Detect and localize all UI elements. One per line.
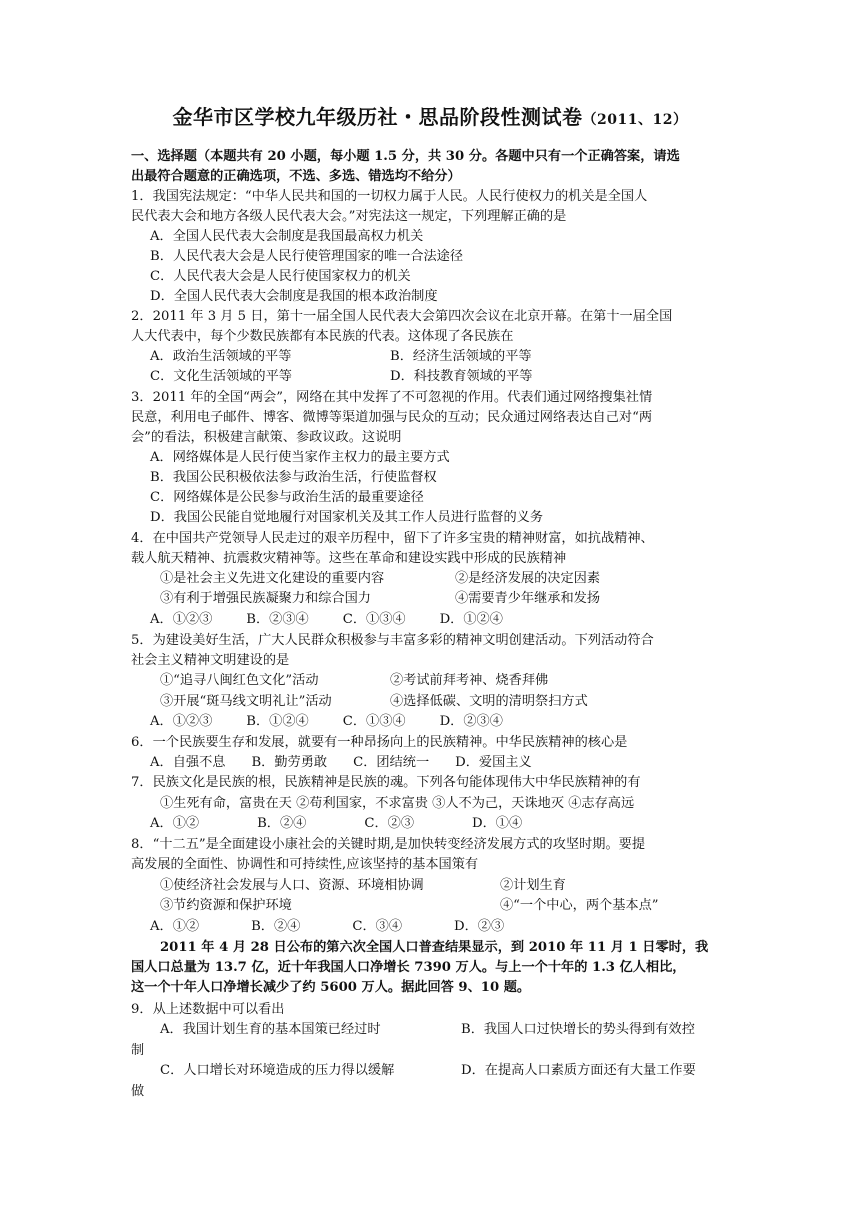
q6-stem: 6．一个民族要生存和发展，就要有一种昂扬向上的民族精神。中华民族精神的核心是 [131,735,628,750]
q4-option-c: C．①③④ [342,612,406,627]
material-line3: 这一个十年人口净增长减少了约 5600 万人。据此回答 9、10 题。 [131,980,531,995]
q4-option-a: A．①②③ [150,612,213,627]
q4-stem-line2: 载人航天精神、抗震救灾精神等。这些在革命和建设实践中形成的民族精神 [131,551,567,566]
page-title [0,101,860,130]
q4-options [150,610,537,630]
q7-option-d: D．①④ [472,816,523,831]
q8-option-d: D．②③ [454,919,505,934]
material-line1: 2011 年 4 月 28 日公布的第六次全国人口普查结果显示，到 2010 年 11 月 1 日零时，我 [160,940,709,955]
q5-option-c: C．①③④ [342,714,406,729]
q6-option-d: D．爱国主义 [455,755,532,770]
q8-option-b: B．②④ [251,919,301,934]
q2-option-b: B．经济生活领域的平等 [390,349,532,364]
q6-options [150,753,566,773]
q5-statement-4: ④选择低碳、文明的清明祭扫方式 [390,694,588,709]
q7-statements: ①生死有命，富贵在天 ②苟利国家，不求富贵 ③人不为己，天诛地灭 ④志存高远 [160,796,635,811]
q2-option-d: D．科技教育领域的平等 [390,369,533,384]
q2-stem-line2: 人大代表中，每个少数民族都有本民族的代表。这体现了各民族在 [131,329,514,344]
q8-stem-line1: 8．“十二五”是全面建设小康社会的关键时期,是加快转变经济发展方式的攻坚时期。要提 [131,837,645,852]
material-line2: 国人口总量为 13.7 亿，近十年我国人口净增长 7390 万人。与上一个十年的 1.3 亿人相比， [131,960,686,975]
q4-option-d: D．①②④ [439,612,503,627]
q7-options [150,814,556,834]
q5-stem-line1: 5．为建设美好生活，广大人民群众积极参与丰富多彩的精神文明创建活动。下列活动符合 [131,633,654,648]
q1-option-a: A．全国人民代表大会制度是我国最高权力机关 [150,229,424,244]
q1-option-b: B．人民代表大会是人民行使管理国家的唯一合法途径 [150,249,464,264]
q1-stem-line2: 民代表大会和地方各级人民代表大会。”对宪法这一规定，下列理解正确的是 [131,209,567,224]
q1-option-d: D．全国人民代表大会制度是我国的根本政治制度 [150,289,438,304]
q5-statement-2: ②考试前拜考神、烧香拜佛 [390,673,549,688]
q9-option-d: D．在提高人口素质方面还有大量工作要 [461,1063,696,1078]
q4-statement-3: ③有利于增强民族凝聚力和综合国力 [160,591,371,606]
q8-statement-4: ④“一个中心，两个基本点” [500,898,659,913]
q8-option-c: C．③④ [352,919,403,934]
q6-option-a: A．自强不息 [150,755,226,770]
title-date: （2011、12） [582,112,688,128]
q5-options [150,712,537,732]
section-instruction-line1: 一、选择题（本题共有 20 小题，每小题 1.5 分，共 30 分。各题中只有一个正确答案，请选 [131,149,680,164]
q4-stem-line1: 4．在中国共产党领导人民走过的艰辛历程中，留下了许多宝贵的精神财富，如抗战精神、 [131,531,654,546]
q3-stem-line2: 民意，利用电子邮件、博客、微博等渠道加强与民众的互动；民众通过网络表达自己对“两 [131,410,653,425]
q5-option-b: B．①②④ [246,714,309,729]
q7-option-c: C．②③ [364,816,415,831]
q9-option-d-cont: 做 [131,1084,145,1099]
q2-option-a: A．政治生活领域的平等 [150,349,292,364]
q8-stem-line2: 高发展的全面性、协调性和可持续性,应该坚持的基本国策有 [131,857,479,872]
section-instruction-line2: 出最符合题意的正确选项，不选、多选、错选均不给分） [131,169,461,184]
q8-statement-2: ②计划生育 [500,878,566,893]
q8-option-a: A．①② [150,919,200,934]
q2-stem-line1: 2．2011 年 3 月 5 日，第十一届全国人民代表大会第四次会议在北京开幕。在第十一届全国 [131,309,673,324]
q3-option-d: D．我国公民能自觉地履行对国家机关及其工作人员进行监督的义务 [150,510,544,525]
q9-option-c: C．人口增长对环境造成的压力得以缓解 [160,1063,395,1078]
q6-option-c: C．团结统一 [353,755,430,770]
q5-option-d: D．②③④ [439,714,503,729]
q9-stem: 9．从上述数据中可以看出 [131,1002,285,1017]
q1-stem-line1: 1．我国宪法规定：“中华人民共和国的一切权力属于人民。人民行使权力的机关是全国人 [131,189,648,204]
q6-option-b: B．勤劳勇敢 [251,755,328,770]
q3-stem-line3: 会”的看法，积极建言献策、参政议政。这说明 [131,430,402,445]
q4-statement-4: ④需要青少年继承和发扬 [455,591,601,606]
q5-option-a: A．①②③ [150,714,213,729]
q3-stem-line1: 3．2011 年的全国“两会”，网络在其中发挥了不可忽视的作用。代表们通过网络搜集社情 [131,390,653,405]
q8-statement-3: ③节约资源和保护环境 [160,898,292,913]
q9-option-b-cont: 制 [131,1043,145,1058]
q3-option-c: C．网络媒体是公民参与政治生活的最重要途径 [150,490,424,505]
q8-statement-1: ①使经济社会发展与人口、资源、环境相协调 [160,878,424,893]
q5-statement-3: ③开展“斑马线文明礼让”活动 [160,694,332,709]
q9-option-a: A．我国计划生育的基本国策已经过时 [160,1022,381,1037]
q3-option-a: A．网络媒体是人民行使当家作主权力的最主要方式 [150,450,450,465]
q5-stem-line2: 社会主义精神文明建设的是 [131,653,290,668]
q7-stem: 7．民族文化是民族的根，民族精神是民族的魂。下列各句能体现伟大中华民族精神的有 [131,775,641,790]
q9-option-b: B．我国人口过快增长的势头得到有效控 [461,1022,695,1037]
q4-statement-1: ①是社会主义先进文化建设的重要内容 [160,571,385,586]
q5-statement-1: ①“追寻八闽红色文化”活动 [160,673,319,688]
q2-option-c: C．文化生活领域的平等 [150,369,292,384]
q3-option-b: B．我国公民积极依法参与政治生活，行使监督权 [150,470,437,485]
q8-options [150,917,538,937]
q4-statement-2: ②是经济发展的决定因素 [455,571,601,586]
q1-option-c: C．人民代表大会是人民行使国家权力的机关 [150,269,411,284]
q7-option-b: B．②④ [257,816,307,831]
q4-option-b: B．②③④ [246,612,309,627]
title-main: 金华市区学校九年级历社・思品阶段性测试卷 [172,105,583,129]
q7-option-a: A．①② [150,816,200,831]
